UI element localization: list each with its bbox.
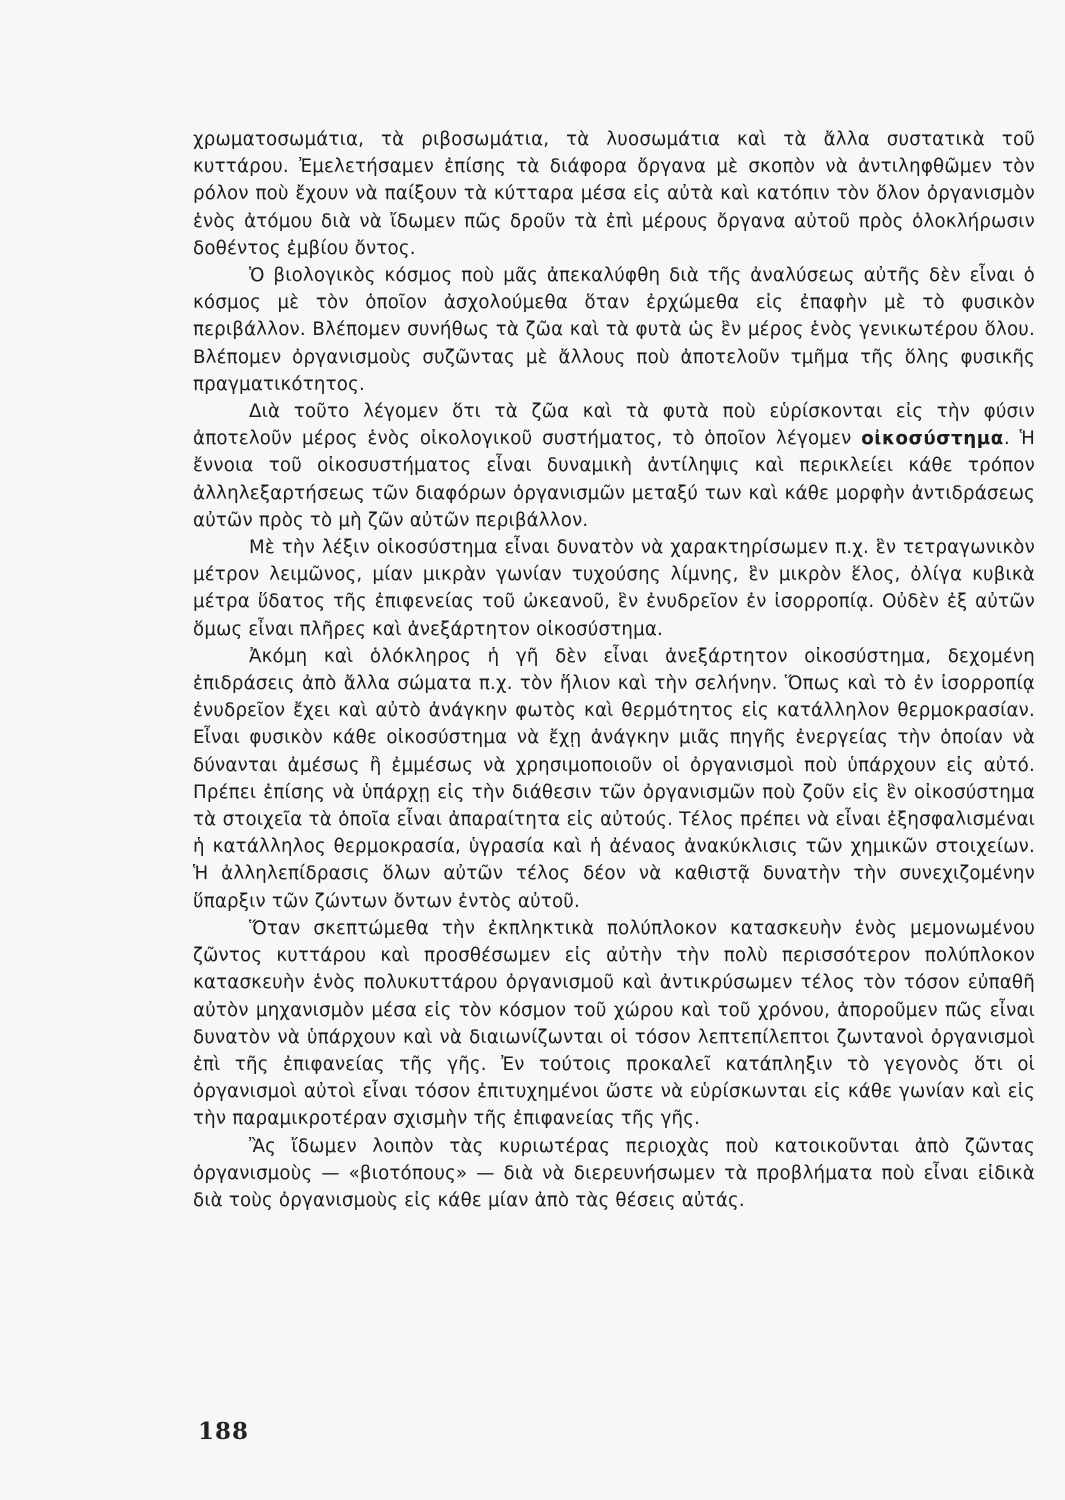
paragraph-text-after-term: . Ἡ ἔννοια τοῦ οἰκοσυστήματος εἶναι δυναμικὴ ἀντίληψις καὶ περικλείει κάθε τρόπον ἀλληλεξαρτήσεως τῶν διαφόρων ὀργανισμῶν μεταξύ των καὶ κάθε μορφὴν ἀντιδράσεως αὐτῶν πρὸς τὸ μὴ ζῶν αὐτῶν περιβάλλον. (193, 428, 1035, 531)
paragraph-biotopes: Ἂς ἴδωμεν λοιπὸν τὰς κυριωτέρας περιοχὰς ποὺ κατοικοῦνται ἀπὸ ζῶντας ὀργανισμοὺς — «βιοτόπους» — διὰ νὰ διερευνήσωμεν τὰ προβλήματα ποὺ εἶναι εἰδικὰ διὰ τοὺς ὀργανισμοὺς εἰς κάθε μίαν ἀπὸ τὰς θέσεις αὐτάς. (193, 1135, 1035, 1211)
paragraph-earth-ecosystem: Ἀκόμη καὶ ὁλόκληρος ἡ γῆ δὲν εἶναι ἀνεξάρτητον οἰκοσύστημα, δεχομένη ἐπιδράσεις ἀπὸ ἄλλα σώματα π.χ. τὸν ἥλιον καὶ τὴν σελήνην. Ὅπως καὶ τὸ ἐν ἰσορροπίᾳ ἐνυδρεῖον ἔχει καὶ αὐτὸ ἀνάγκην φωτὸς καὶ θερμότητος εἰς κατάλληλον θερμοκρασίαν. Εἶναι φυσικὸν κάθε οἰκοσύστημα νὰ ἔχῃ ἀνάγκην μιᾶς πηγῆς ἐνεργείας τὴν ὁποίαν νὰ δύνανται ἀμέσως ἢ ἐμμέσως νὰ χρησιμοποιοῦν οἱ ὀργανισμοὶ ποὺ ὑπάρχουν εἰς αὐτό. Πρέπει ἐπίσης νὰ ὑπάρχῃ εἰς τὴν διάθεσιν τῶν ὀργανισμῶν ποὺ ζοῦν εἰς ἓν οἰκοσύστημα τὰ στοιχεῖα τὰ ὁποῖα εἶναι ἀπαραίτητα εἰς αὐτούς. Τέλος πρέπει νὰ εἶναι ἐξησφαλισμέναι ἡ κατάλληλος θερμοκρασία, ὑγρασία καὶ ἡ ἀέναος ἀνακύκλισις τῶν χημικῶν στοιχείων. Ἡ ἀλληλεπίδρασις ὅλων αὐτῶν τέλος δέον νὰ καθιστᾷ δυνατὴν τὴν συνεχιζομένην ὕπαρξιν τῶν ζώντων ὄντων ἐντὸς αὐτοῦ. (193, 645, 1035, 912)
page-body (193, 126, 1035, 1214)
key-term-ecosystem: οἰκοσύστημα (861, 428, 1004, 450)
page-number: 188 (198, 1418, 250, 1445)
paragraph-biological-world: Ὁ βιολογικὸς κόσμος ποὺ μᾶς ἀπεκαλύφθη διὰ τῆς ἀναλύσεως αὐτῆς δὲν εἶναι ὁ κόσμος μὲ τὸν ὁποῖον ἀσχολούμεθα ὅταν ἐρχώμεθα εἰς ἐπαφὴν μὲ τὸ φυσικὸν περιβάλλον. Βλέπομεν συνήθως τὰ ζῶα καὶ τὰ φυτὰ ὡς ἓν μέρος ἑνὸς γενικωτέρου ὅλου. Βλέπομεν ὀργανισμοὺς συζῶντας μὲ ἄλλους ποὺ ἀποτελοῦν τμῆμα τῆς ὅλης φυσικῆς πραγματικότητος. (193, 265, 1035, 395)
paragraph-ecosystem-definition (193, 398, 1035, 534)
paragraph-ecosystem-examples: Μὲ τὴν λέξιν οἰκοσύστημα εἶναι δυνατὸν νὰ χαρακτηρίσωμεν π.χ. ἓν τετραγωνικὸν μέτρον λειμῶνος, μίαν μικρὰν γωνίαν τυχούσης λίμνης, ἓν μικρὸν ἕλος, ὀλίγα κυβικὰ μέτρα ὕδατος τῆς ἐπιφενείας τοῦ ὠκεανοῦ, ἓν ἐνυδρεῖον ἐν ἰσορροπίᾳ. Οὐδὲν ἐξ αὐτῶν ὅμως εἶναι πλῆρες καὶ ἀνεξάρτητον οἰκοσύστημα. (193, 537, 1035, 640)
paragraph-text-before-term: Διὰ τοῦτο λέγομεν ὅτι τὰ ζῶα καὶ τὰ φυτὰ ποὺ εὑρίσκονται εἰς τὴν φύσιν ἀποτελοῦν μέρος ἑνὸς οἰκολογικοῦ συστήματος, τὸ ὁποῖον λέγομεν (193, 401, 1035, 450)
paragraph-cell-components: χρωματοσωμάτια, τὰ ριβοσωμάτια, τὰ λυοσωμάτια καὶ τὰ ἄλλα συστατικὰ τοῦ κυττάρου. Ἐμελετήσαμεν ἐπίσης τὰ διάφορα ὄργανα μὲ σκοπὸν νὰ ἀντιληφθῶμεν τὸν ρόλον ποὺ ἔχουν νὰ παίξουν τὰ κύτταρα μέσα εἰς αὐτὰ καὶ κατόπιν τὸν ὅλον ὀργανισμὸν ἑνὸς ἀτόμου διὰ νὰ ἴδωμεν πῶς δροῦν τὰ ἐπὶ μέρους ὄργανα αὐτοῦ πρὸς ὁλοκλήρωσιν δοθέντος ἐμβίου ὄντος. (193, 129, 1035, 259)
paragraph-organism-complexity: Ὅταν σκεπτώμεθα τὴν ἐκπληκτικὰ πολύπλοκον κατασκευὴν ἑνὸς μεμονωμένου ζῶντος κυττάρου καὶ προσθέσωμεν εἰς αὐτὴν τὴν πολὺ περισσότερον πολύπλοκον κατασκευὴν ἑνὸς πολυκυττάρου ὀργανισμοῦ καὶ ἀντικρύσωμεν τέλος τὸν τόσον εὐπαθῆ αὐτὸν μηχανισμὸν μέσα εἰς τὸν κόσμον τοῦ χώρου καὶ τοῦ χρόνου, ἀποροῦμεν πῶς εἶναι δυνατὸν νὰ ὑπάρχουν καὶ νὰ διαιωνίζωνται οἱ τόσον λεπτεπίλεπτοι ζωντανοὶ ὀργανισμοὶ ἐπὶ τῆς ἐπιφανείας τῆς γῆς. Ἐν τούτοις προκαλεῖ κατάπληξιν τὸ γεγονὸς ὅτι οἱ ὀργανισμοὶ αὐτοὶ εἶναι τόσον ἐπιτυχημένοι ὥστε νὰ εὑρίσκωνται εἰς κάθε γωνίαν καὶ εἰς τὴν παραμικροτέραν σχισμὴν τῆς ἐπιφανείας τῆς γῆς. (193, 917, 1035, 1130)
